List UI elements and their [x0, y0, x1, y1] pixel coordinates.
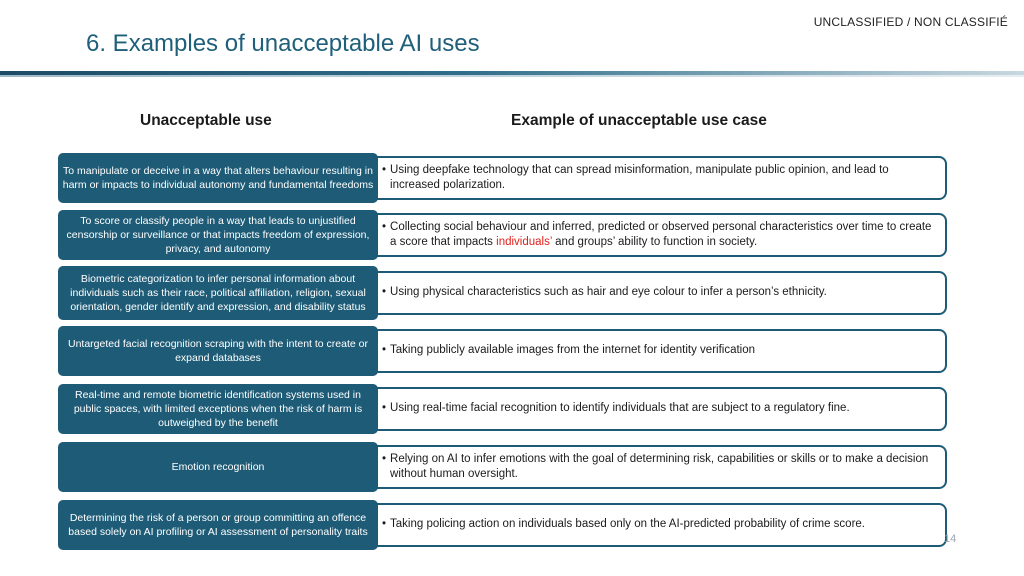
example-case-text: Taking policing action on individuals based only on the AI-predicted probability of crime score. [390, 518, 865, 531]
example-case-box [374, 329, 947, 373]
bullet-icon: • [382, 220, 387, 233]
table-row [58, 384, 948, 434]
example-case-box [374, 387, 947, 431]
table-row [58, 500, 948, 550]
example-case-text: Using real-time facial recognition to identify individuals that are subject to a regulatory fine. [390, 402, 850, 415]
unacceptable-use-box: Biometric categorization to infer personal information about individuals such as their race, political affiliation, religion, sexual orientation, gender identify and expression, and disability status [58, 266, 378, 320]
unacceptable-use-box: Real-time and remote biometric identification systems used in public spaces, with limited exceptions when the risk of harm is outweighed by the benefit [58, 384, 378, 434]
unacceptable-use-box: To score or classify people in a way that leads to unjustified censorship or surveillance or that impacts freedom of expression, privacy, and autonomy [58, 210, 378, 260]
example-case-text-part: and groups’ ability to function in society. [551, 236, 758, 248]
example-case-box [374, 213, 947, 257]
bullet-icon: • [382, 344, 387, 357]
example-case-box [374, 503, 947, 547]
highlighted-term: individuals’ [496, 236, 552, 248]
example-case-text: Relying on AI to infer emotions with the goal of determining risk, capabilities or skills or to make a decision without human oversight. [390, 452, 929, 480]
column-heading-unacceptable-use: Unacceptable use [140, 112, 272, 129]
example-case-box [374, 156, 947, 200]
bullet-icon: • [382, 286, 387, 299]
table-row [58, 210, 948, 260]
bullet-icon: • [382, 402, 387, 415]
classification-label: UNCLASSIFIED / NON CLASSIFIÉ [813, 15, 1008, 29]
example-case-box [374, 445, 947, 489]
unacceptable-use-box: Emotion recognition [58, 442, 378, 492]
table-row [58, 442, 948, 492]
example-case-text: Taking publicly available images from the internet for identity verification [390, 344, 756, 357]
unacceptable-use-box: To manipulate or deceive in a way that alters behaviour resulting in harm or impacts to individual autonomy and fundamental freedoms [58, 153, 378, 203]
table-row [58, 326, 948, 376]
example-case-text-part: Collecting social behaviour and inferred, predicted or observed personal characteristics over time to create a score that impacts [390, 220, 932, 248]
example-case-box [374, 271, 947, 315]
bullet-icon: • [382, 163, 387, 176]
title-divider-accent [0, 75, 1024, 77]
table-row [58, 268, 948, 318]
example-case-text: Using physical characteristics such as hair and eye colour to infer a person’s ethnicity. [390, 286, 827, 299]
page-number: 14 [944, 533, 957, 545]
bullet-icon: • [382, 518, 387, 531]
unacceptable-use-box: Untargeted facial recognition scraping with the intent to create or expand databases [58, 326, 378, 376]
slide-title: 6. Examples of unacceptable AI uses [86, 30, 480, 57]
example-case-text [390, 220, 939, 251]
unacceptable-use-box: Determining the risk of a person or group committing an offence based solely on AI profiling or AI assessment of personality traits [58, 500, 378, 550]
table-row [58, 153, 948, 203]
column-heading-example-use-case: Example of unacceptable use case [511, 112, 767, 129]
bullet-icon: • [382, 452, 387, 465]
example-case-text: Using deepfake technology that can spread misinformation, manipulate public opinion, and lead to increased polarization. [390, 163, 889, 191]
